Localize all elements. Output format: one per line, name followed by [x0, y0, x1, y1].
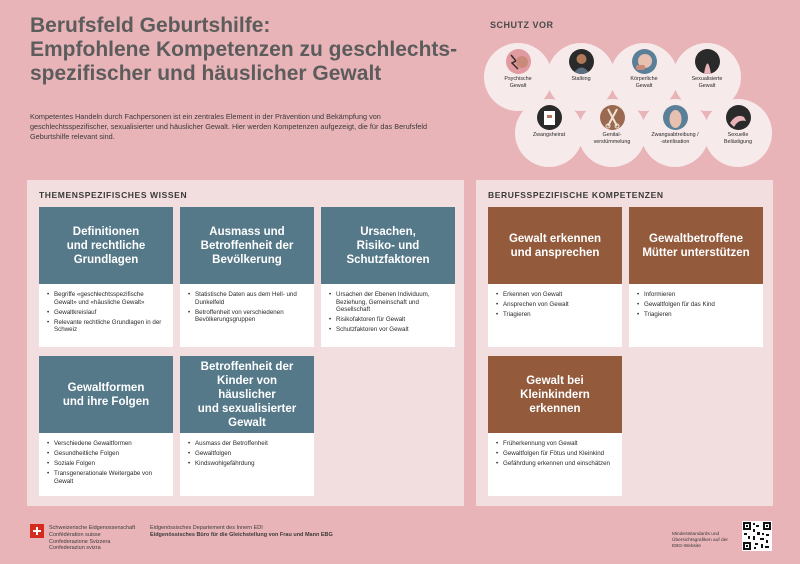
card-list: [629, 284, 763, 319]
list-item: • Betroffenheit von verschiedenen Bevölkerungsgruppen: [188, 309, 308, 324]
list-item: • Triagieren: [637, 311, 757, 319]
stalking-icon: [569, 49, 594, 74]
confederation-line: Confédération suisse: [49, 531, 101, 538]
card-title: Gewalt bei Kleinkindern erkennen: [488, 356, 622, 433]
schutz-label: Zwangsheirat: [532, 132, 566, 138]
list-item: • Triagieren: [496, 311, 616, 319]
list-item: • Ursachen der Ebenen Individuum, Beziehung, Gemeinschaft und Gesellschaft: [329, 291, 449, 314]
schutz-heading: SCHUTZ VOR: [490, 20, 554, 30]
title-line-3: spezifischer und häuslicher Gewalt: [30, 62, 382, 85]
list-item: • Kindswohlgefährdung: [188, 460, 308, 468]
card-kleinkinder: [488, 356, 622, 496]
card-title: Gewalt erkennen und ansprechen: [488, 207, 622, 284]
confederation-text: [49, 525, 135, 552]
genital-mutilation-icon: [600, 105, 625, 130]
list-item: • Gefährdung erkennen und einschätzen: [496, 460, 616, 468]
schutz-item-sexuelle-belaestigung: [704, 99, 772, 167]
list-item: • Erkennen von Gewalt: [496, 291, 616, 299]
confederation-line: Confederazione Svizzera: [49, 538, 111, 545]
list-item: • Begriffe «geschlechtsspezifische Gewalt» und «häusliche Gewalt»: [47, 291, 167, 306]
wissen-title: THEMENSPEZIFISCHES WISSEN: [39, 190, 188, 200]
list-item: • Ausmass der Betroffenheit: [188, 440, 308, 448]
card-gewalt-erkennen: [488, 207, 622, 347]
list-item: • Soziale Folgen: [47, 460, 167, 468]
list-item: • Ansprechen von Gewalt: [496, 301, 616, 309]
schutz-item-zwangsheirat: [515, 99, 583, 167]
sexual-harassment-icon: [726, 105, 751, 130]
card-title: Ausmass und Betroffenheit der Bevölkerung: [180, 207, 314, 284]
card-muetter-unterstuetzen: [629, 207, 763, 347]
schutz-label: Psychische Gewalt: [504, 76, 532, 89]
list-item: • Gewaltkreislauf: [47, 309, 167, 317]
list-item: • Informieren: [637, 291, 757, 299]
card-title: Ursachen, Risiko- und Schutzfaktoren: [321, 207, 455, 284]
schutz-label: Sexuelle Belästigung: [723, 132, 753, 145]
card-title: Definitionen und rechtliche Grundlagen: [39, 207, 173, 284]
intro-text: Kompetentes Handeln durch Fachpersonen ist ein zentrales Element in der Prävention und Bekämpfung von geschlechtsspezifischer, sexualisierter und häuslicher Gewalt. Hier werden Kompetenzen aufgezeigt, die für das Berufsfeld Geburtshilfe relevant sind.: [30, 112, 428, 141]
forced-marriage-icon: [537, 105, 562, 130]
schutz-label: Genital- verstümmelung: [593, 132, 631, 145]
confederation-line: Schweizerische Eidgenossenschaft: [49, 525, 136, 531]
list-item: • Gewaltfolgen für Fötus und Kleinkind: [496, 450, 616, 458]
schutz-label: Stalking: [571, 76, 591, 82]
card-ausmass: [180, 207, 314, 347]
list-item: • Schutzfaktoren vor Gewalt: [329, 326, 449, 334]
department-name: Eidgenössisches Departement des Innern EDI: [150, 525, 263, 531]
qr-note: Mindeststandards und Übersichtsgrafiken auf der EBG-Website: [672, 532, 728, 549]
card-gewaltformen: [39, 356, 173, 496]
card-list: [39, 433, 173, 485]
list-item: • Verschiedene Gewaltformen: [47, 440, 167, 448]
card-list: [180, 284, 314, 324]
qr-code[interactable]: [742, 521, 772, 551]
card-title: Betroffenheit der Kinder von häuslicher und sexualisierter Gewalt: [180, 356, 314, 433]
department-text: [150, 525, 333, 539]
schutz-item-zwangsabtreibung: [641, 99, 709, 167]
list-item: • Statistische Daten aus dem Hell- und Dunkelfeld: [188, 291, 308, 306]
list-item: • Risikofaktoren für Gewalt: [329, 316, 449, 324]
swiss-cross-logo: [30, 524, 44, 538]
schutz-label: Sexualisierte Gewalt: [691, 76, 723, 89]
forced-abortion-icon: [663, 105, 688, 130]
card-list: [321, 284, 455, 334]
card-title: Gewaltbetroffene Mütter unterstützen: [629, 207, 763, 284]
list-item: • Gewaltfolgen: [188, 450, 308, 458]
card-list: [488, 284, 622, 319]
physical-violence-icon: [632, 49, 657, 74]
card-betroffenheit-kinder: [180, 356, 314, 496]
office-name: Eidgenössisches Büro für die Gleichstellung von Frau und Mann EBG: [150, 531, 333, 538]
card-definitionen: [39, 207, 173, 347]
list-item: • Transgenerationale Weitergabe von Gewalt: [47, 470, 167, 485]
card-list: [39, 284, 173, 334]
title-line-2: Empfohlene Kompetenzen zu geschlechts-: [30, 38, 458, 61]
kompetenzen-title: BERUFSSPEZIFISCHE KOMPETENZEN: [488, 190, 664, 200]
list-item: • Früherkennung von Gewalt: [496, 440, 616, 448]
sexualized-violence-icon: [695, 49, 720, 74]
card-ursachen: [321, 207, 455, 347]
list-item: • Relevante rechtliche Grundlagen in der Schweiz: [47, 319, 167, 334]
list-item: • Gesundheitliche Folgen: [47, 450, 167, 458]
list-item: • Gewaltfolgen für das Kind: [637, 301, 757, 309]
card-list: [180, 433, 314, 468]
title-line-1: Berufsfeld Geburtshilfe:: [30, 14, 271, 37]
schutz-item-genitalverstuemmelung: [578, 99, 646, 167]
schutz-label: Körperliche Gewalt: [630, 76, 658, 89]
page-title: [30, 14, 460, 86]
card-title: Gewaltformen und ihre Folgen: [39, 356, 173, 433]
card-list: [488, 433, 622, 468]
psychological-violence-icon: [506, 49, 531, 74]
schutz-label: Zwangsabtreibung / -sterilisation: [651, 132, 699, 145]
confederation-line: Confederaziun svizra: [49, 545, 101, 552]
